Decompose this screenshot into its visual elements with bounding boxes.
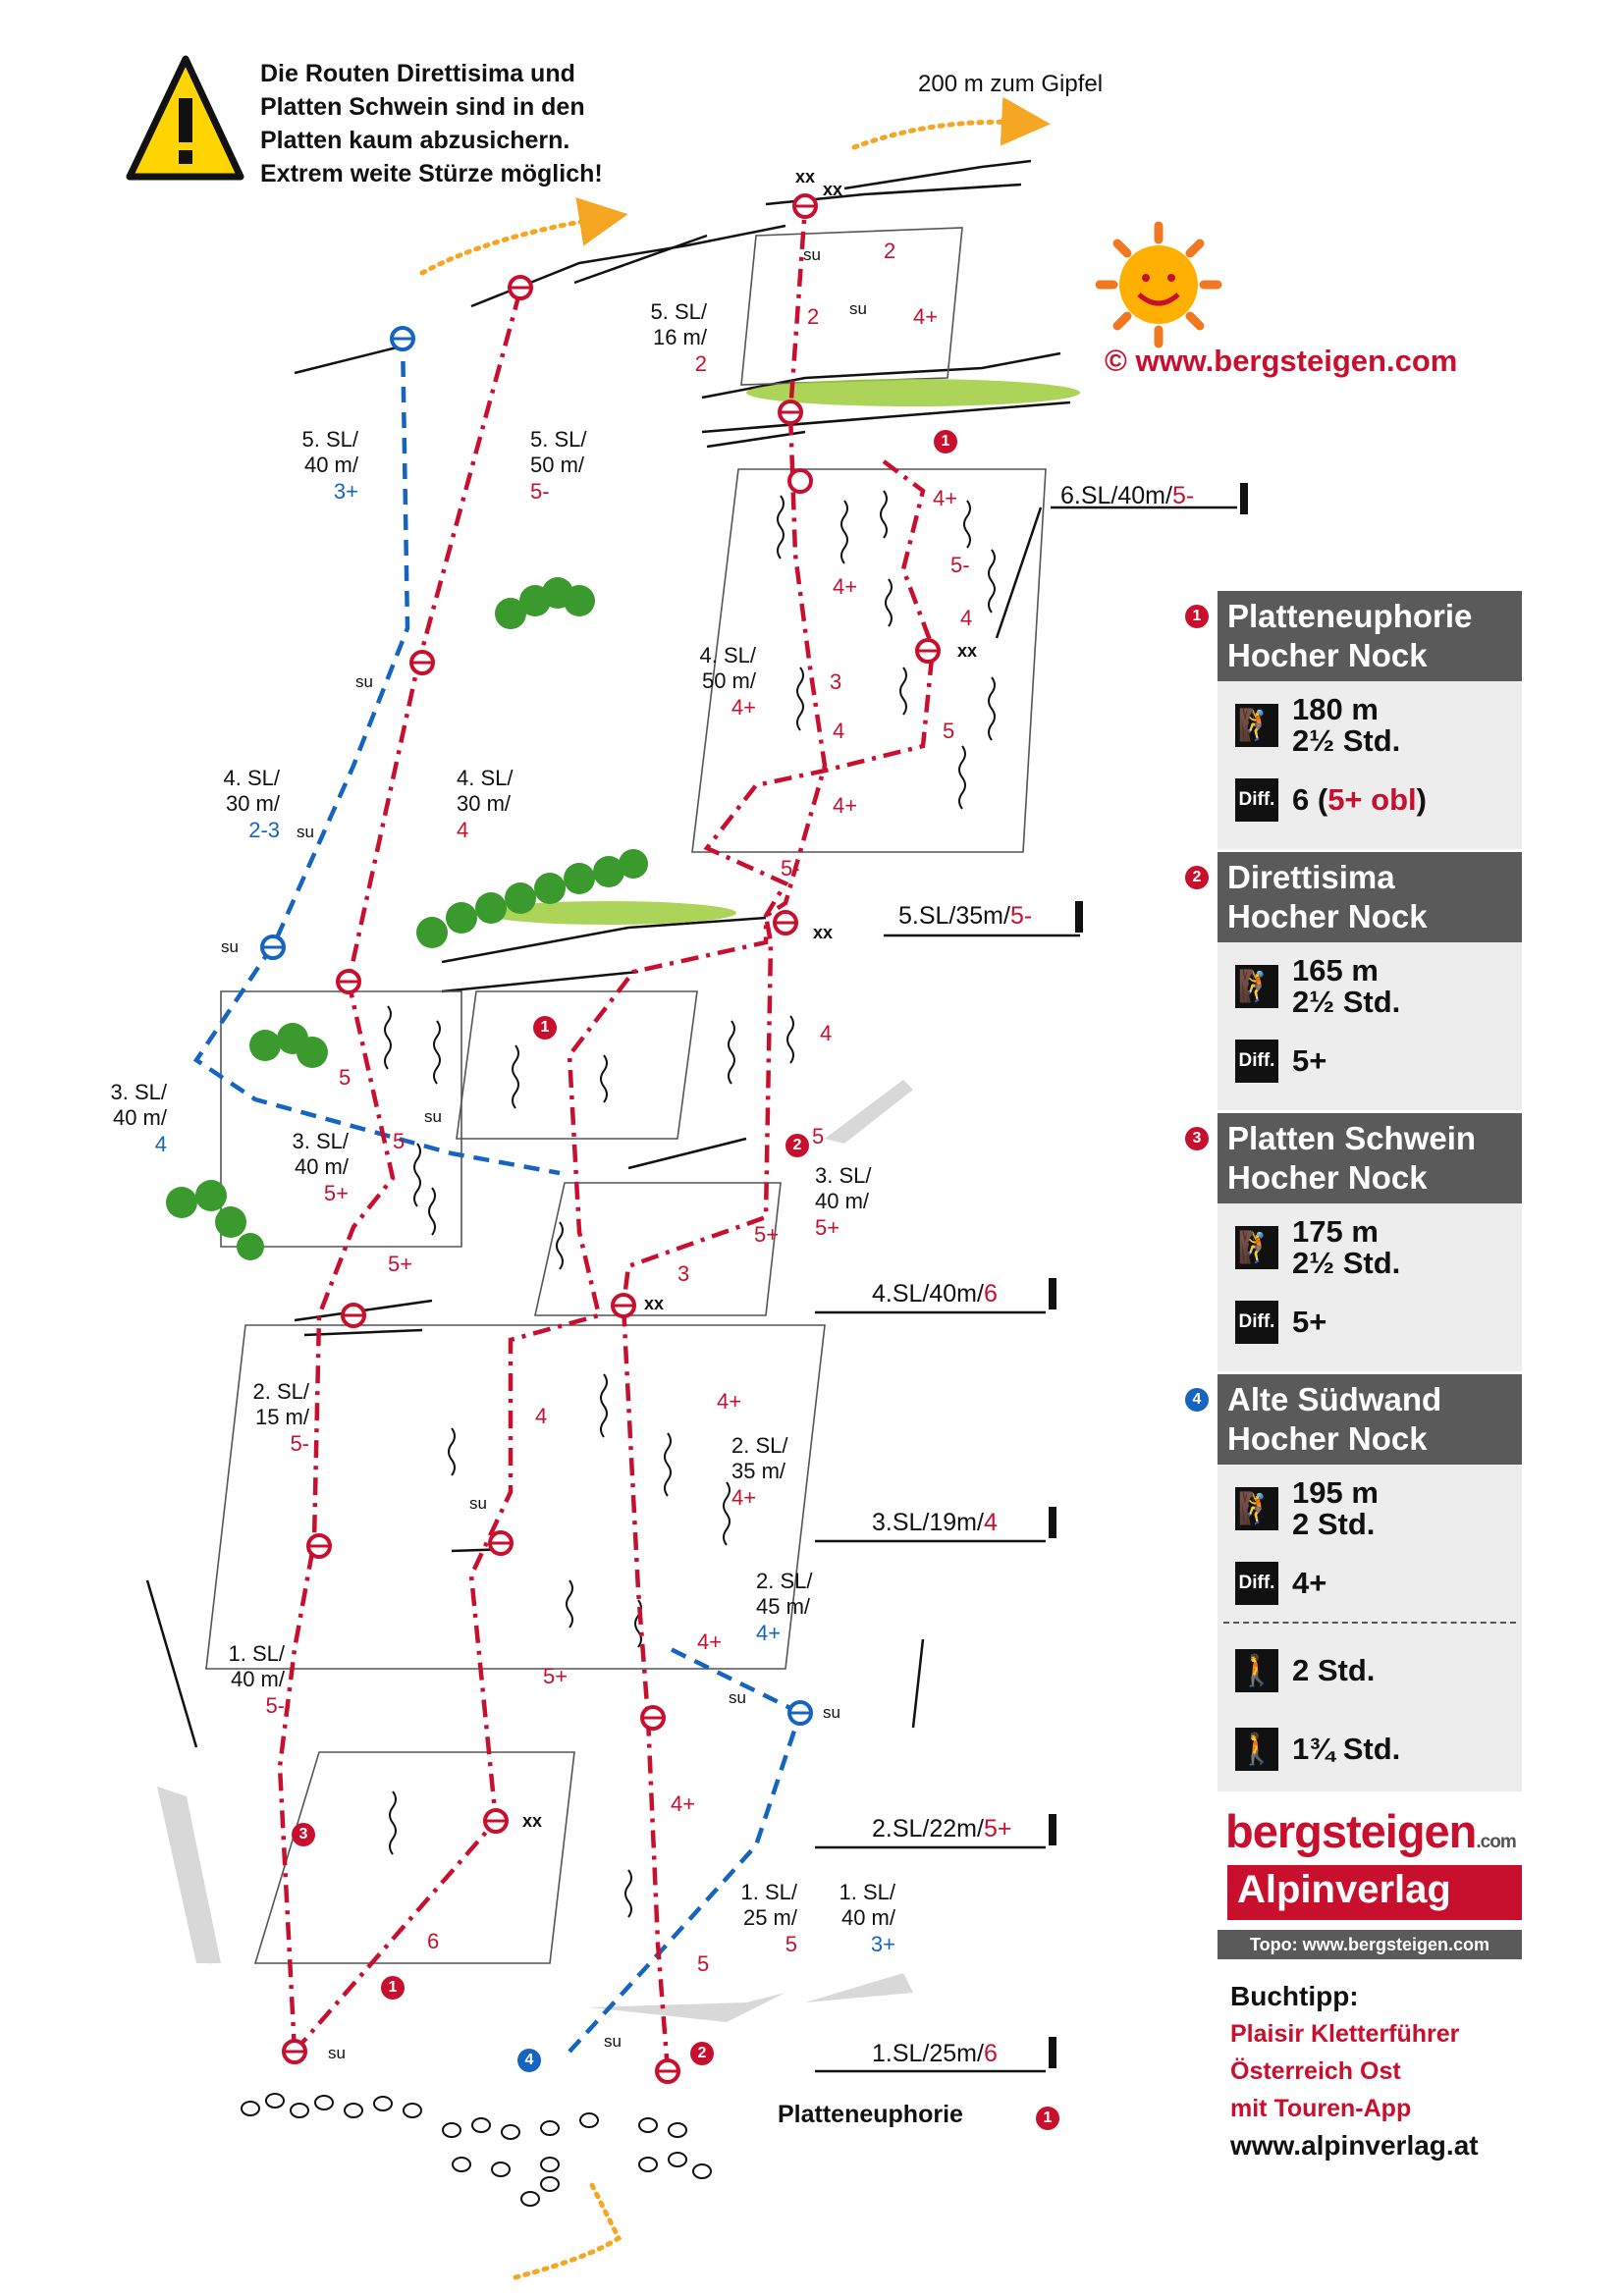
route1-pitch-4: 4.SL/40m/6 [872,1280,998,1308]
su-marker: su [803,245,821,264]
xx-marker: xx [795,167,816,187]
bergsteigen-logo[interactable]: bergsteigen.com [1225,1805,1516,1857]
xx-marker: xx [823,180,843,199]
pitch-label: 2. SL/ 35 m/ 4+ [731,1433,788,1510]
grade-label: 5 [393,1129,406,1153]
grade-label: 4 [960,606,973,630]
topo-credit: Topo: www.bergsteigen.com [1218,1930,1522,1959]
route1-pitch-5: 5.SL/35m/5- [898,902,1033,930]
copyright-link[interactable]: © www.bergsteigen.com [1105,344,1458,378]
grade-label: 5+ [543,1664,568,1688]
pitch-label: 3. SL/ 40 m/ 4 [110,1080,167,1156]
grade-label: 4+ [833,793,858,818]
grade-label: 5- [950,553,970,577]
route1-pitch-1: 1.SL/25m/6 [872,2040,998,2067]
su-marker: su [221,937,239,956]
grade-label: 3 [677,1261,690,1286]
su-marker: su [823,1703,840,1722]
pitch-label: 5. SL/ 16 m/ 2 [650,299,707,376]
book-tip: Buchtipp: Plaisir Kletterführer Österreich Ost mit Touren-App www.alpinverlag.at [1230,1978,1479,2164]
route-1-marker: 1 [934,430,957,454]
climber-icon: 🧗 [1235,704,1278,747]
pitch-label: 4. SL/ 30 m/ 4 [457,766,514,842]
warning-text: Die Routen Direttisima und Platten Schwein sind in den Platten kaum abzusichern. Extrem weite Stürze möglich! [260,60,603,187]
pitch-label: 5. SL/ 40 m/ 3+ [301,427,358,504]
pitch-label: 2. SL/ 15 m/ 5- [252,1379,309,1456]
grade-label: 4+ [833,574,858,599]
grade-label: 4+ [717,1389,742,1414]
su-marker: su [729,1688,746,1707]
grade-label: 5+ [388,1252,413,1276]
grade-label: 4 [833,719,845,743]
grade-label: 4 [535,1404,548,1428]
route-1-marker: 1 [533,1016,557,1040]
pitch-label: 3. SL/ 40 m/ 5+ [815,1163,872,1240]
route-card-1: Platteneuphorie Hocher Nock 🧗 180 m 2½ Std. Diff. 6 (5+ obl) [1218,591,1522,849]
su-marker: su [297,823,314,841]
descent-hiker-icon: 🚶 [1235,1728,1278,1771]
xx-marker: xx [813,923,834,942]
diff-icon: Diff. [1235,1040,1278,1083]
su-marker: su [328,2044,346,2062]
route1-pitch-2: 2.SL/22m/5+ [872,1815,1012,1842]
grade-label: 4+ [933,486,958,510]
grade-label: 6 [427,1929,440,1953]
pitch-label: 4. SL/ 50 m/ 4+ [699,643,756,720]
route-2-marker: 2 [785,1134,809,1157]
grade-label: 4+ [697,1629,723,1654]
warning-icon [130,59,241,177]
climber-icon: 🧗 [1235,1487,1278,1530]
route-card-4-number: 4 [1185,1388,1209,1412]
route-card-4: Alte Südwand Hocher Nock 🧗 195 m 2 Std. Diff. 4+ 🚶 2 Std. 🚶 1¾ Std. [1218,1374,1522,1791]
grade-label: 4+ [913,304,939,329]
boulders [242,2094,711,2206]
pitch-label: 1. SL/ 40 m/ 5- [228,1641,285,1718]
grade-label: 2 [884,239,896,263]
route-card-1-number: 1 [1185,605,1209,628]
climber-icon: 🧗 [1235,965,1278,1008]
pitch-label: 4. SL/ 30 m/ 2-3 [223,766,280,842]
route-card-3: Platten Schwein Hocher Nock 🧗 175 m 2½ Std. Diff. 5+ [1218,1113,1522,1371]
diff-icon: Diff. [1235,778,1278,822]
ascent-hiker-icon: 🚶 [1235,1649,1278,1692]
grade-label: 5 [697,1951,710,1976]
route-3-marker: 3 [292,1823,315,1846]
pitch-label: 3. SL/ 40 m/ 5+ [292,1129,349,1205]
route-card-3-number: 3 [1185,1127,1209,1150]
alpinverlag-logo[interactable]: Alpinverlag [1227,1865,1522,1920]
pitch-label: 2. SL/ 45 m/ 4+ [756,1569,813,1645]
start-label: Platteneuphorie [778,2101,963,2128]
grade-label: 2 [807,304,820,329]
grade-label: 5- [781,856,800,881]
pitch-label: 1. SL/ 25 m/ 5 [740,1880,797,1956]
route-1-marker: 1 [381,1976,405,2000]
route-card-2: Direttisima Hocher Nock 🧗 165 m 2½ Std. Diff. 5+ [1218,852,1522,1110]
xx-marker: xx [522,1811,543,1831]
start-route-marker: 1 [1036,2107,1059,2130]
route-card-2-number: 2 [1185,866,1209,889]
route-4-marker: 4 [517,2049,541,2072]
diff-icon: Diff. [1235,1562,1278,1605]
su-marker: su [849,299,867,318]
grade-label: 5 [943,719,955,743]
route1-pitch-3: 3.SL/19m/4 [872,1509,998,1536]
pitch-label: 1. SL/ 40 m/ 3+ [839,1880,895,1956]
su-marker: su [469,1494,487,1513]
su-marker: su [604,2032,622,2051]
diff-icon: Diff. [1235,1301,1278,1344]
route1-pitch-6: 6.SL/40m/5- [1060,482,1195,509]
su-marker: su [424,1107,442,1126]
grade-label: 5+ [754,1222,780,1247]
grade-label: 4+ [671,1791,696,1816]
grade-label: 4 [820,1021,833,1045]
grade-label: 5 [339,1065,352,1090]
su-marker: su [355,672,373,691]
xx-marker: xx [644,1294,665,1313]
grade-label: 3 [830,669,842,694]
grade-label: 5 [812,1124,825,1148]
summit-label: 200 m zum Gipfel [918,71,1104,97]
xx-marker: xx [957,641,978,661]
sun-icon [1100,226,1218,344]
pitch-label: 5. SL/ 50 m/ 5- [530,427,587,504]
route-2-marker: 2 [690,2042,714,2065]
climber-icon: 🧗 [1235,1226,1278,1269]
book-url[interactable]: www.alpinverlag.at [1230,2130,1479,2161]
